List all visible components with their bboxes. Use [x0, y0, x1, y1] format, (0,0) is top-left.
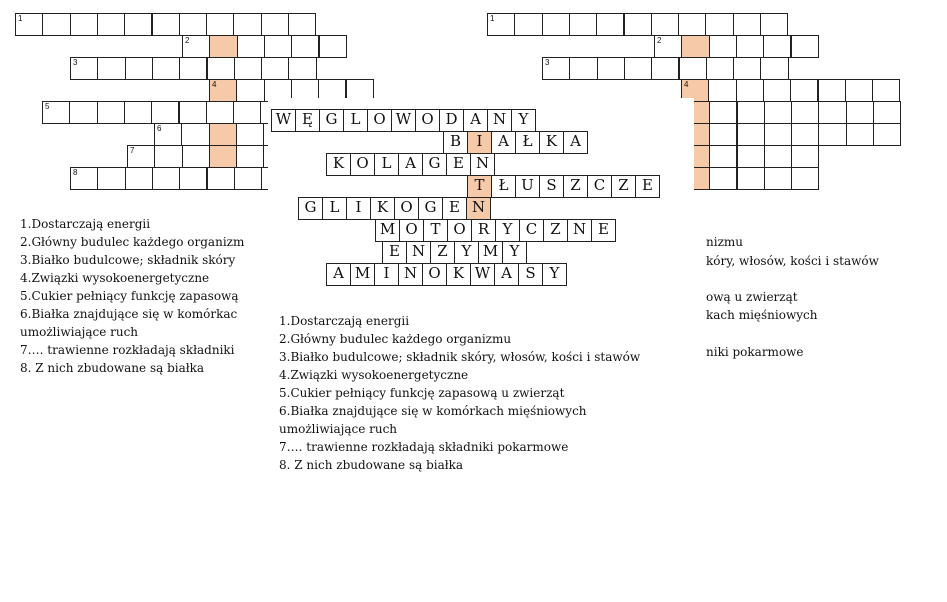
solved-letter-cell[interactable]: E [382, 241, 407, 264]
clue-text: 6.Białka znajdujące się w komórkac [20, 307, 238, 321]
solved-letter-cell[interactable]: R [471, 219, 496, 242]
solved-letter-cell[interactable]: Z [543, 219, 568, 242]
right-clue-fragment: kóry, włosów, kości i stawów [706, 254, 879, 268]
solved-letter-cell[interactable]: Ł [491, 175, 516, 198]
clue-number: 6 [157, 124, 162, 133]
solved-letter-cell[interactable]: E [442, 197, 467, 220]
solved-letter-cell[interactable]: S [539, 175, 564, 198]
solved-letter-cell[interactable]: L [343, 109, 368, 132]
clue-number: 8 [73, 168, 78, 177]
clue-text: 6.Białka znajdujące się w komórkach mięśniowych [279, 404, 587, 418]
solved-letter-cell[interactable]: M [375, 219, 400, 242]
right-clue-fragment: kach mięśniowych [706, 308, 818, 322]
solved-letter-cell[interactable]: I [374, 263, 399, 286]
solved-letter-cell[interactable]: Y [495, 219, 520, 242]
clue-number: 2 [657, 36, 662, 45]
clue-text: 5.Cukier pełniący funkcję zapasową u zwierząt [279, 386, 565, 400]
solved-letter-cell[interactable]: E [635, 175, 660, 198]
solved-letter-cell[interactable]: C [519, 219, 544, 242]
solved-letter-cell[interactable]: A [491, 131, 516, 154]
solved-letter-cell[interactable]: L [322, 197, 347, 220]
solved-letter-cell[interactable]: B [443, 131, 468, 154]
solved-letter-cell[interactable]: M [350, 263, 375, 286]
solved-letter-cell[interactable]: W [391, 109, 416, 132]
solved-letter-cell[interactable]: O [350, 153, 375, 176]
solved-letter-cell[interactable]: E [446, 153, 471, 176]
clue-text: 3.Białko budulcowe; składnik skóry, włosów, kości i stawów [279, 350, 641, 364]
solved-letter-cell[interactable]: I [346, 197, 371, 220]
right-clue-fragment: nizmu [706, 235, 743, 249]
clue-number: 3 [545, 58, 550, 67]
solved-letter-cell[interactable]: Z [563, 175, 588, 198]
solved-letter-cell[interactable]: N [567, 219, 592, 242]
solved-letter-cell[interactable]: A [494, 263, 519, 286]
clue-text: 1.Dostarczają energii [20, 217, 151, 231]
right-clue-fragment: ową u zwierząt [706, 290, 798, 304]
solved-letter-cell[interactable]: O [422, 263, 447, 286]
solved-letter-cell[interactable]: W [470, 263, 495, 286]
solved-letter-cell[interactable]: O [399, 219, 424, 242]
solved-letter-cell[interactable]: G [422, 153, 447, 176]
clue-text: 7…. trawienne rozkładają składniki pokarmowe [279, 440, 569, 454]
clue-number: 5 [45, 102, 50, 111]
solved-letter-cell[interactable]: A [563, 131, 588, 154]
solved-letter-cell[interactable]: O [367, 109, 392, 132]
solved-letter-cell[interactable]: I [467, 131, 492, 154]
solved-letter-cell[interactable]: K [446, 263, 471, 286]
solved-letter-cell[interactable]: T [467, 175, 492, 198]
solved-letter-cell[interactable]: A [398, 153, 423, 176]
clue-number: 1 [490, 14, 495, 23]
solved-letter-cell[interactable]: Ł [515, 131, 540, 154]
clue-text: 1.Dostarczają energii [279, 314, 410, 328]
solved-letter-cell[interactable]: S [518, 263, 543, 286]
solved-letter-cell[interactable]: A [463, 109, 488, 132]
solved-letter-cell[interactable]: W [271, 109, 296, 132]
solved-letter-cell[interactable]: O [447, 219, 472, 242]
solved-letter-cell[interactable]: C [587, 175, 612, 198]
solved-letter-cell[interactable]: N [487, 109, 512, 132]
solved-letter-cell[interactable]: D [439, 109, 464, 132]
solved-letter-cell[interactable]: T [423, 219, 448, 242]
clue-text: 2.Główny budulec każdego organizm [20, 235, 245, 249]
solved-letter-cell[interactable]: A [326, 263, 351, 286]
solved-letter-cell[interactable]: Y [502, 241, 527, 264]
clue-text: umożliwiające ruch [20, 325, 139, 339]
clue-text: 8. Z nich zbudowane są białka [20, 361, 205, 375]
solved-letter-cell[interactable]: G [319, 109, 344, 132]
solved-letter-cell[interactable]: N [466, 197, 491, 220]
clue-text: 7…. trawienne rozkładają składniki [20, 343, 235, 357]
solved-letter-cell[interactable]: N [470, 153, 495, 176]
solved-letter-cell[interactable]: Y [511, 109, 536, 132]
solved-letter-cell[interactable]: Y [542, 263, 567, 286]
solved-letter-cell[interactable]: U [515, 175, 540, 198]
clue-text: 2.Główny budulec każdego organizmu [279, 332, 512, 346]
solved-letter-cell[interactable]: E [591, 219, 616, 242]
solved-letter-cell[interactable]: Ę [295, 109, 320, 132]
solved-letter-cell[interactable]: G [418, 197, 443, 220]
solved-letter-cell[interactable]: N [406, 241, 431, 264]
middle-clue-list [279, 312, 640, 474]
solved-letter-cell[interactable]: K [370, 197, 395, 220]
solved-letter-cell[interactable]: Z [430, 241, 455, 264]
solved-letter-cell[interactable]: K [326, 153, 351, 176]
solved-letter-cell[interactable]: O [415, 109, 440, 132]
solved-letter-cell[interactable]: O [394, 197, 419, 220]
clue-text: 5.Cukier pełniący funkcję zapasową [20, 289, 239, 303]
clue-text: 3.Białko budulcowe; składnik skóry [20, 253, 236, 267]
clue-text: umożliwiające ruch [279, 422, 398, 436]
clue-number: 7 [130, 146, 135, 155]
clue-text: 8. Z nich zbudowane są białka [279, 458, 464, 472]
solved-letter-cell[interactable]: Z [611, 175, 636, 198]
clue-number: 4 [212, 80, 217, 89]
clue-number: 1 [18, 14, 23, 23]
solved-letter-cell[interactable]: M [478, 241, 503, 264]
solved-letter-cell[interactable]: N [398, 263, 423, 286]
clue-text: 4.Związki wysokoenergetyczne [20, 271, 210, 285]
solved-letter-cell[interactable]: K [539, 131, 564, 154]
clue-number: 4 [684, 80, 689, 89]
clue-number: 2 [185, 36, 190, 45]
right-clue-fragment: niki pokarmowe [706, 345, 804, 359]
clue-number: 3 [73, 58, 78, 67]
clue-text: 4.Związki wysokoenergetyczne [279, 368, 469, 382]
solved-letter-cell[interactable]: Y [454, 241, 479, 264]
solved-letter-cell[interactable]: G [298, 197, 323, 220]
solved-letter-cell[interactable]: L [374, 153, 399, 176]
